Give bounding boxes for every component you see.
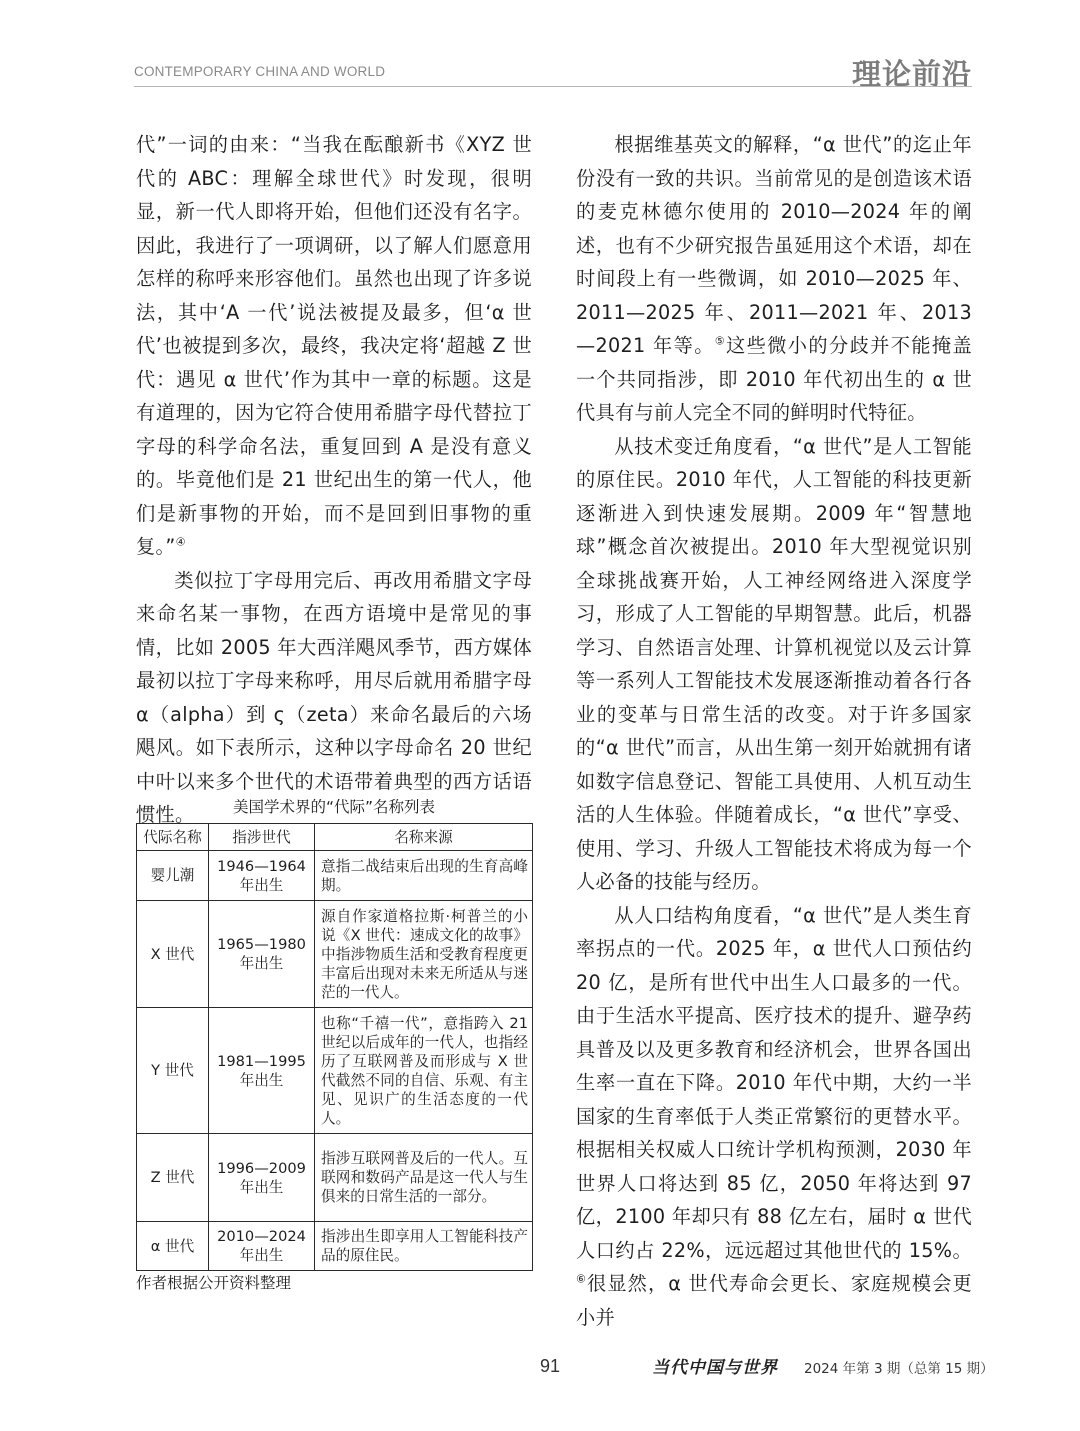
name-origin-cell: 也称“千禧一代”，意指跨入 21 世纪以后成年的一代人，也指经历了互联网普及而形成与 X 世代截然不同的自信、乐观、有主见、见识广的生活态度的一代人。 [315,1008,533,1134]
generation-name-cell: 婴儿潮 [137,851,209,901]
table-row [137,851,533,901]
right-column [576,128,972,1334]
table-caption: 美国学术界的“代际”名称列表 [232,798,436,816]
paragraph-text: 从人口结构角度看，“α 世代”是人类生育率拐点的一代。2025 年，α 世代人口预估约 20 亿，是所有世代中出生人口最多的一代。由于生活水平提高、医疗技术的提升、避孕药具普及以及更多教育和经济机会，世界各国出生率一直在下降。2010 年代中期，大约一半国家的生育率低于人类正常繁衍的更替水平。根据相关权威人口统计学机构预测，2030 年世界人口将达到 85 亿，2050 年将达到 97 亿，2100 年却只有 88 亿左右，届时 α 世代人口约占 22%，远远超过其他世代的 15%。 [576,903,972,1262]
generation-name-cell: Y 世代 [137,1008,209,1134]
paragraph [576,128,972,430]
generation-name-cell: α 世代 [137,1222,209,1271]
paragraph-text: 很显然，α 世代寿命会更长、家庭规模会更小并 [576,1272,972,1329]
table-row [137,1008,533,1134]
column-header: 指涉世代 [209,824,315,851]
name-origin-cell: 指涉互联网普及后的一代人。互联网和数码产品是这一代人与生俱来的日常生活的一部分。 [315,1134,533,1222]
table-row [137,1134,533,1222]
paragraph: 从技术变迁角度看，“α 世代”是人工智能的原住民。2010 年代，人工智能的科技更新逐渐进入到快速发展期。2009 年“智慧地球”概念首次被提出。2010 年大型视觉识别全球挑战赛开始，人工神经网络进入深度学习，形成了人工智能的早期智慧。此后，机器学习、自然语言处理、计算机视觉以及云计算等一系列人工智能技术发展逐渐推动着各行各业的变革与日常生活的改变。对于许多国家的“α 世代”而言，从出生第一刻开始就拥有诸如数字信息登记、智能工具使用、人机互动生活的人生体验。伴随着成长，“α 世代”享受、使用、学习、升级人工智能技术将成为每一个人必备的技能与经历。 [576,434,972,893]
generation-years-cell: 2010—2024 年出生 [209,1222,315,1271]
page-number: 91 [540,1356,561,1376]
table-row [137,901,533,1008]
name-origin-cell: 源自作家道格拉斯·柯普兰的小说《X 世代：速成文化的故事》中指涉物质生活和受教育程度更丰富后出现对未来无所适从与迷茫的一代人。 [315,901,533,1008]
column-header: 代际名称 [137,824,209,851]
generation-years-cell: 1965—1980 年出生 [209,901,315,1008]
journal-logo-text: 当代中国与世界 [652,1358,778,1378]
paragraph-text: 这些微小的分歧并不能掩盖一个共同指涉，即 2010 年代初出生的 α 世代具有与前人完全不同的鲜明时代特征。 [576,334,972,424]
table-source-note: 作者根据公开资料整理 [136,1274,292,1292]
paragraph-text: 根据维基英文的解释，“α 世代”的迄止年份没有一致的共识。当前常见的是创造该术语的麦克林德尔使用的 2010—2024 年的阐述，也有不少研究报告虽延用这个术语，却在时间段上有一些微调，如 2010—2025 年、2011—2025 年、2011—2021 年、2013—2021 年等。 [576,133,972,357]
generations-table [136,823,533,1271]
generation-years-cell: 1946—1964 年出生 [209,851,315,901]
generation-years-cell: 1996—2009 年出生 [209,1134,315,1222]
footnote-marker[interactable]: ④ [175,535,186,549]
left-column [136,128,532,832]
generation-years-cell: 1981—1995 年出生 [209,1008,315,1134]
section-title: 理论前沿 [851,57,972,91]
generation-name-cell: X 世代 [137,901,209,1008]
issue-info: 2024 年第 3 期（总第 15 期） [804,1361,994,1377]
paragraph [576,899,972,1335]
name-origin-cell: 指涉出生即享用人工智能科技产品的原住民。 [315,1222,533,1271]
paragraph [136,128,532,564]
paragraph: 类似拉丁字母用完后、再改用希腊文字母来命名某一事物，在西方语境中是常见的事情，比如 2005 年大西洋飓风季节，西方媒体最初以拉丁字母来称呼，用尽后就用希腊字母 α（alpha）到 ς（zeta）来命名最后的六场飓风。如下表所示，这种以字母命名 20 世纪中叶以来多个世代的术语带着典型的西方话语惯性。 [136,568,532,826]
paragraph-text: 代”一词的由来：“当我在酝酿新书《XYZ 世代的 ABC：理解全球世代》时发现，很明显，新一代人即将开始，但他们还没有名字。因此，我进行了一项调研，以了解人们愿意用怎样的称呼来形容他们。虽然也出现了许多说法，其中‘A 一代’说法被提及最多，但‘α 世代’也被提到多次，最终，我决定将‘超越 Z 世代：遇见 α 世代’作为其中一章的标题。这是有道理的，因为它符合使用希腊字母代替拉丁字母的科学命名法，重复回到 A 是没有意义的。毕竟他们是 21 世纪出生的第一代人，他们是新事物的开始，而不是回到旧事物的重复。” [136,133,532,558]
header-divider [134,86,972,87]
journal-english-title: CONTEMPORARY CHINA AND WORLD [134,64,386,79]
footnote-marker[interactable]: ⑤ [714,334,727,348]
footnote-marker[interactable]: ⑥ [576,1272,587,1286]
generation-name-cell: Z 世代 [137,1134,209,1222]
column-header: 名称来源 [315,824,533,851]
table-row [137,1222,533,1271]
name-origin-cell: 意指二战结束后出现的生育高峰期。 [315,851,533,901]
table-header-row [137,824,533,851]
